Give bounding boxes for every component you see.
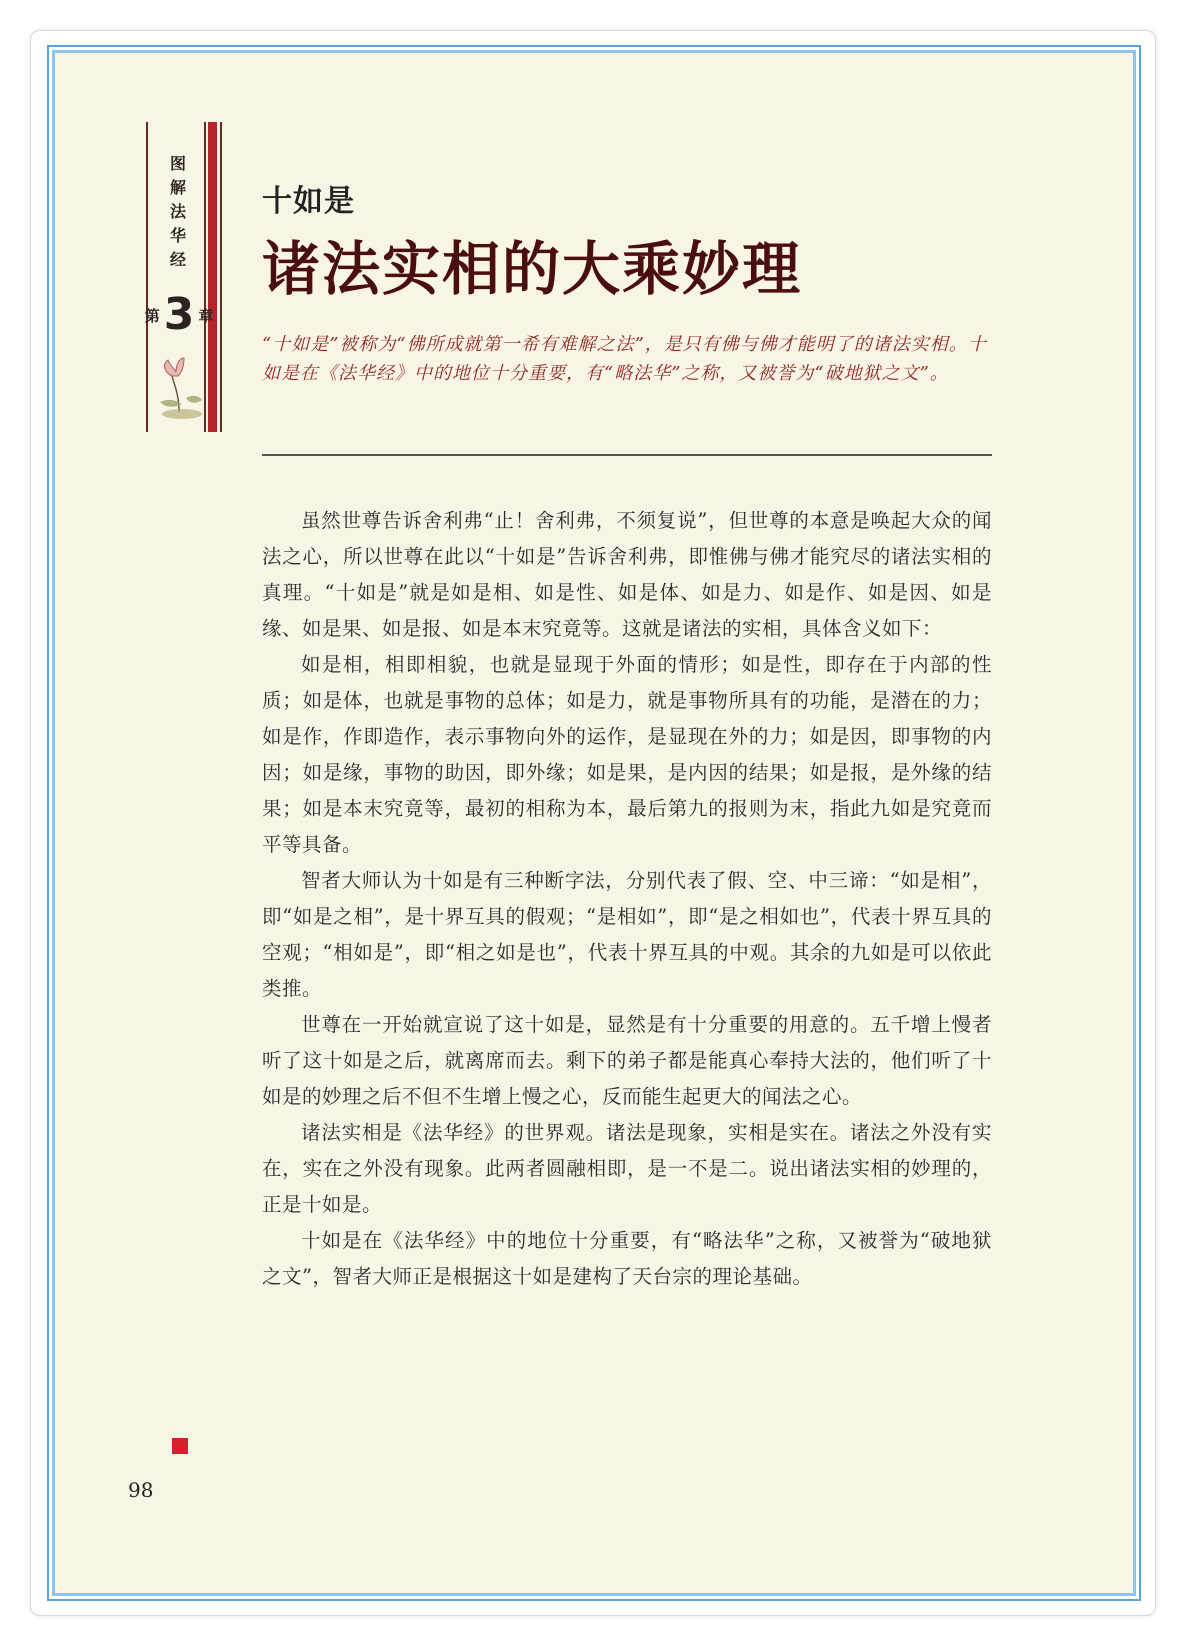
paragraph: 世尊在一开始就宣说了这十如是，显然是有十分重要的用意的。五千增上慢者听了这十如是之后，就离席而去。剩下的弟子都是能真心奉持大法的，他们听了十如是的妙理之后不但不生增上慢之心，反而能生起更大的闻法之心。 <box>262 1013 992 1108</box>
lead-paragraph: “十如是”被称为“佛所成就第一希有难解之法”，是只有佛与佛才能明了的诸法实相。十如是在《法华经》中的地位十分重要，有“略法华”之称，又被誉为“破地狱之文”。 <box>262 334 987 384</box>
paragraph: 智者大师认为十如是有三种断字法，分别代表了假、空、中三谛：“如是相”，即“如是之相”，是十界互具的假观；“是相如”，即“是之相如也”，代表十界互具的空观；“相如是”，即“相之如是也”，代表十界互具的中观。其余的九如是可以依此类推。 <box>262 869 992 1000</box>
page-title: 诸法实相的大乘妙理 <box>262 235 803 303</box>
ribbon-red-band <box>208 122 217 432</box>
chapter-number: 3 <box>163 289 195 340</box>
lotus-icon <box>152 354 206 426</box>
divider <box>262 454 992 456</box>
chapter-prefix: 第 <box>142 307 161 323</box>
chapter-suffix: 章 <box>196 307 215 323</box>
page-number: 98 <box>128 1478 154 1502</box>
chapter-label <box>142 289 215 340</box>
paragraph: 诸法实相是《法华经》的世界观。诸法是现象，实相是实在。诸法之外没有实在，实在之外没有现象。此两者圆融相即，是一不是二。说出诸法实相的妙理的，正是十如是。 <box>262 1121 992 1216</box>
body-text <box>262 503 992 1295</box>
paragraph: 如是相，相即相貌，也就是显现于外面的情形；如是性，即存在于内部的性质；如是体，也就是事物的总体；如是力，就是事物所具有的功能，是潜在的力；如是作，作即造作，表示事物向外的运作，是显现在外的力；如是因，即事物的内因；如是缘，事物的助因，即外缘；如是果，是内因的结果；如是报，是外缘的结果；如是本末究竟等，最初的相称为本，最后第九的报则为末，指此九如是究竟而平等具备。 <box>262 653 992 856</box>
paragraph: 十如是在《法华经》中的地位十分重要，有“略法华”之称，又被誉为“破地狱之文”，智者大师正是根据这十如是建构了天台宗的理论基础。 <box>262 1229 992 1288</box>
paragraph: 虽然世尊告诉舍利弗“止！舍利弗，不须复说”，但世尊的本意是唤起大众的闻法之心，所以世尊在此以“十如是”告诉舍利弗，即惟佛与佛才能究尽的诸法实相的真理。“十如是”就是如是相、如是性、如是体、如是力、如是作、如是因、如是缘、如是果、如是报、如是本末究竟等。这就是诸法的实相，具体含义如下： <box>262 509 992 640</box>
chapter-ribbon <box>142 122 224 432</box>
page-marker <box>172 1438 188 1454</box>
ribbon-line-left <box>146 122 148 432</box>
section-subtitle: 十如是 <box>262 184 355 219</box>
book-title: 图解法华经 <box>169 154 186 269</box>
ribbon-line-outer <box>220 122 222 432</box>
